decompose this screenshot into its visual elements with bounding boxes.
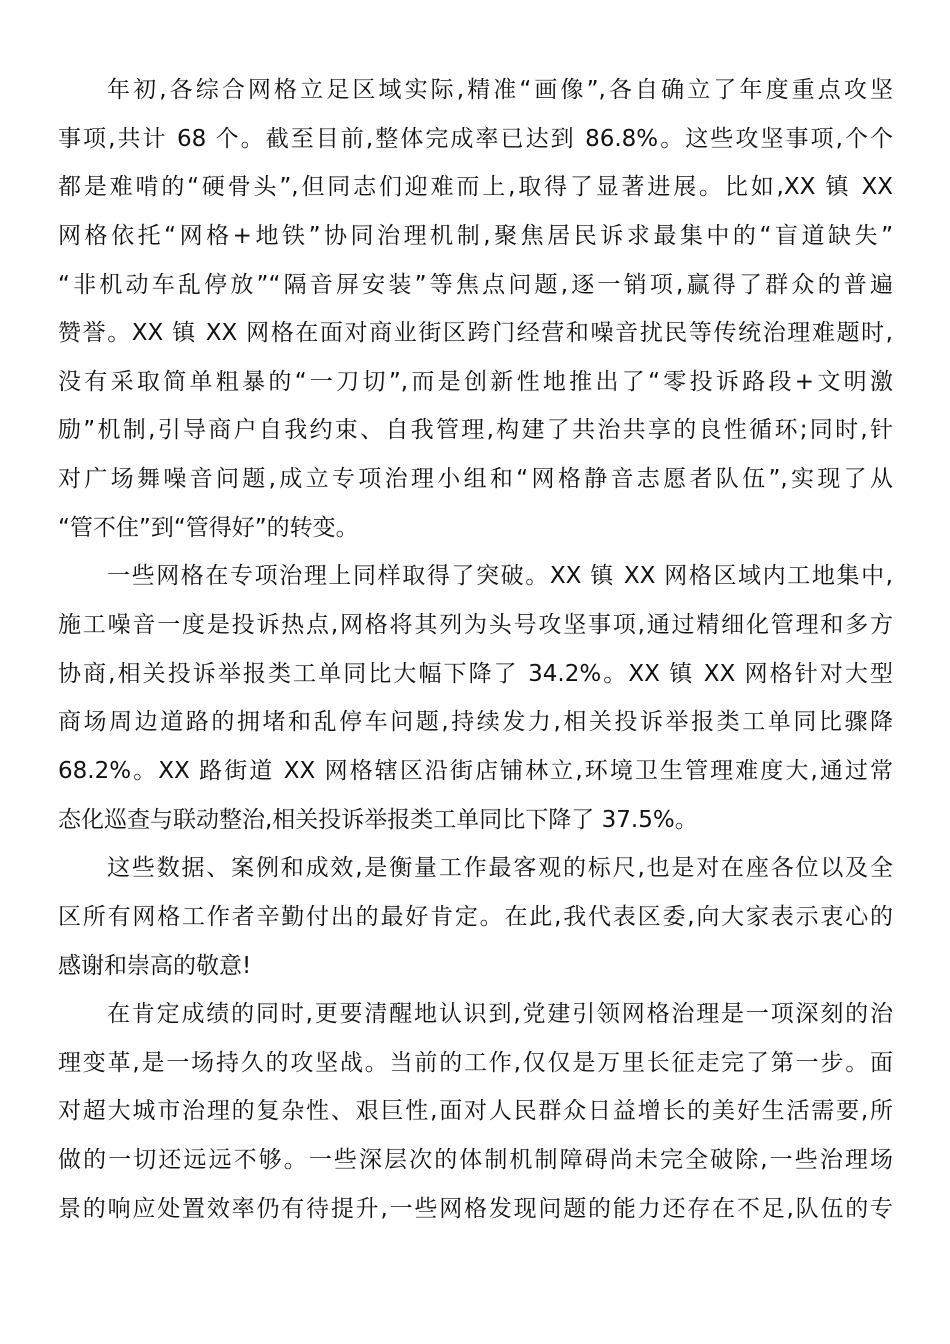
- paragraph-special-governance: [58, 552, 893, 844]
- paragraph-challenges: [58, 990, 893, 1233]
- text-line: “管不住”到“管得好”的转变。: [58, 514, 359, 541]
- text-line: 赞誉。XX 镇 XX 网格在面对商业街区跨门经营和噪音扰民等传统治理难题时,: [58, 320, 893, 347]
- text-line: 对超大城市治理的复杂性、艰巨性,面对人民群众日益增长的美好生活需要,所: [58, 1098, 893, 1125]
- text-line: 这些数据、案例和成效,是衡量工作最客观的标尺,也是对在座各位以及全: [107, 855, 893, 882]
- text-line: 景的响应处置效率仍有待提升,一些网格发现问题的能力还存在不足,队伍的专: [58, 1195, 893, 1222]
- text-line: “非机动车乱停放”“隔音屏安装”等焦点问题,逐一销项,赢得了群众的普遍: [58, 271, 893, 298]
- text-line: 协商,相关投诉举报类工单同比大幅下降了 34.2%。XX 镇 XX 网格针对大型: [58, 660, 893, 687]
- document-page: [58, 66, 893, 1233]
- text-line: 态化巡查与联动整治,相关投诉举报类工单同比下降了 37.5%。: [58, 806, 698, 833]
- text-line: 励”机制,引导商户自我约束、自我管理,构建了共治共享的良性循环;同时,针: [58, 417, 893, 444]
- text-line: 区所有网格工作者辛勤付出的最好肯定。在此,我代表区委,向大家表示衷心的: [58, 903, 893, 930]
- text-line: 事项,共计 68 个。截至目前,整体完成率已达到 86.8%。这些攻坚事项,个个: [58, 125, 893, 152]
- text-line: 没有采取简单粗暴的“一刀切”,而是创新性地推出了“零投诉路段+文明激: [58, 368, 893, 395]
- text-line: 68.2%。XX 路街道 XX 网格辖区沿街店铺林立,环境卫生管理难度大,通过常: [58, 757, 893, 784]
- text-line: 感谢和崇高的敬意!: [58, 952, 252, 979]
- text-line: 施工噪音一度是投诉热点,网格将其列为头号攻坚事项,通过精细化管理和多方: [58, 612, 893, 639]
- text-line: 一些网格在专项治理上同样取得了突破。XX 镇 XX 网格区域内工地集中,: [107, 563, 893, 590]
- paragraph-annual-goals: [58, 66, 893, 552]
- text-line: 网格依托“网格+地铁”协同治理机制,聚焦居民诉求最集中的“盲道缺失”: [58, 222, 893, 249]
- text-line: 都是难啃的“硬骨头”,但同志们迎难而上,取得了显著进展。比如,XX 镇 XX: [58, 174, 893, 201]
- text-line: 做的一切还远远不够。一些深层次的体制机制障碍尚未完全破除,一些治理场: [58, 1147, 893, 1174]
- paragraph-gratitude: [58, 844, 893, 990]
- text-line: 商场周边道路的拥堵和乱停车问题,持续发力,相关投诉举报类工单同比骤降: [58, 709, 893, 736]
- text-line: 在肯定成绩的同时,更要清醒地认识到,党建引领网格治理是一项深刻的治: [107, 1001, 893, 1028]
- text-line: 对广场舞噪音问题,成立专项治理小组和“网格静音志愿者队伍”,实现了从: [58, 466, 893, 493]
- text-line: 年初,各综合网格立足区域实际,精准“画像”,各自确立了年度重点攻坚: [107, 77, 893, 103]
- text-line: 理变革,是一场持久的攻坚战。当前的工作,仅仅是万里长征走完了第一步。面: [58, 1049, 893, 1076]
